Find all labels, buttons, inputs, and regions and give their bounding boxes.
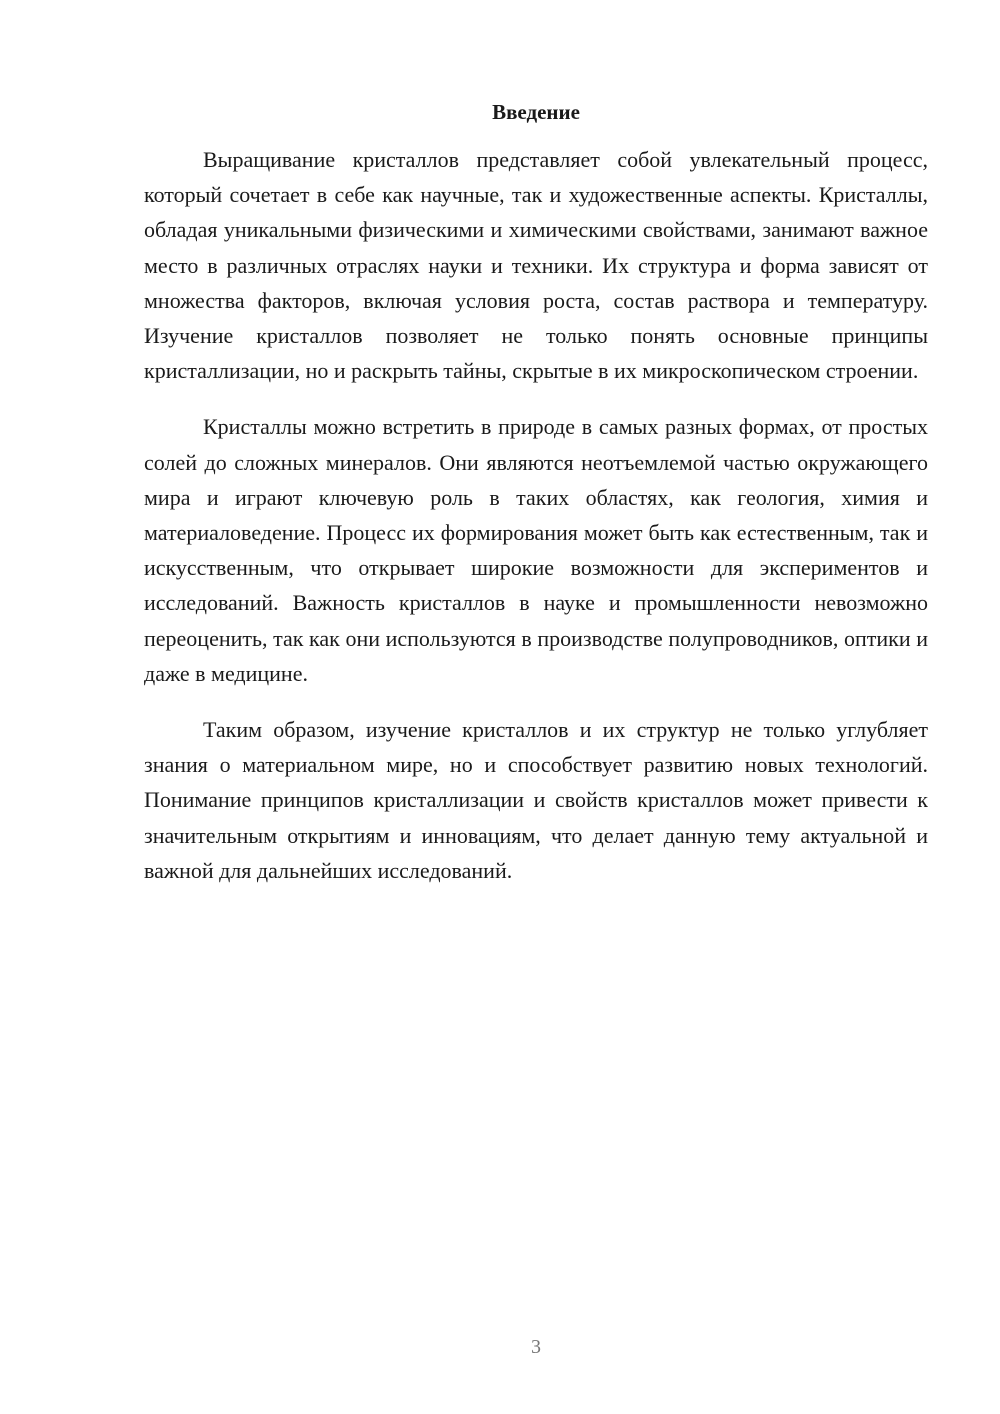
paragraph-1: Выращивание кристаллов представляет собой увлекательный процесс, который сочетает в себе как научные, так и художественные аспекты. Кристаллы, обладая уникальными физическими и химическими свойствами, занимают важное место в различных отраслях науки и техники. Их структура и форма зависят от множества факторов, включая условия роста, состав раствора и температуру. Изучение кристаллов позволяет не только понять основные принципы кристаллизации, но и раскрыть тайны, скрытые в их микроскопическом строении. <box>144 147 928 384</box>
body-text <box>144 142 928 909</box>
section-heading: Введение <box>492 100 580 124</box>
paragraph-2: Кристаллы можно встретить в природе в самых разных формах, от простых солей до сложных минералов. Они являются неотъемлемой частью окружающего мира и играют ключевую роль в таких областях, как геология, химия и материаловедение. Процесс их формирования может быть как естественным, так и искусственным, что открывает широкие возможности для экспериментов и исследований. Важность кристаллов в науке и промышленности невозможно переоценить, так как они используются в производстве полупроводников, оптики и даже в медицине. <box>144 414 928 686</box>
page-number: 3 <box>531 1336 541 1358</box>
paragraph-3: Таким образом, изучение кристаллов и их структур не только углубляет знания о материальном мире, но и способствует развитию новых технологий. Понимание принципов кристаллизации и свойств кристаллов может привести к значительным открытиям и инновациям, что делает данную тему актуальной и важной для дальнейших исследований. <box>144 717 928 883</box>
